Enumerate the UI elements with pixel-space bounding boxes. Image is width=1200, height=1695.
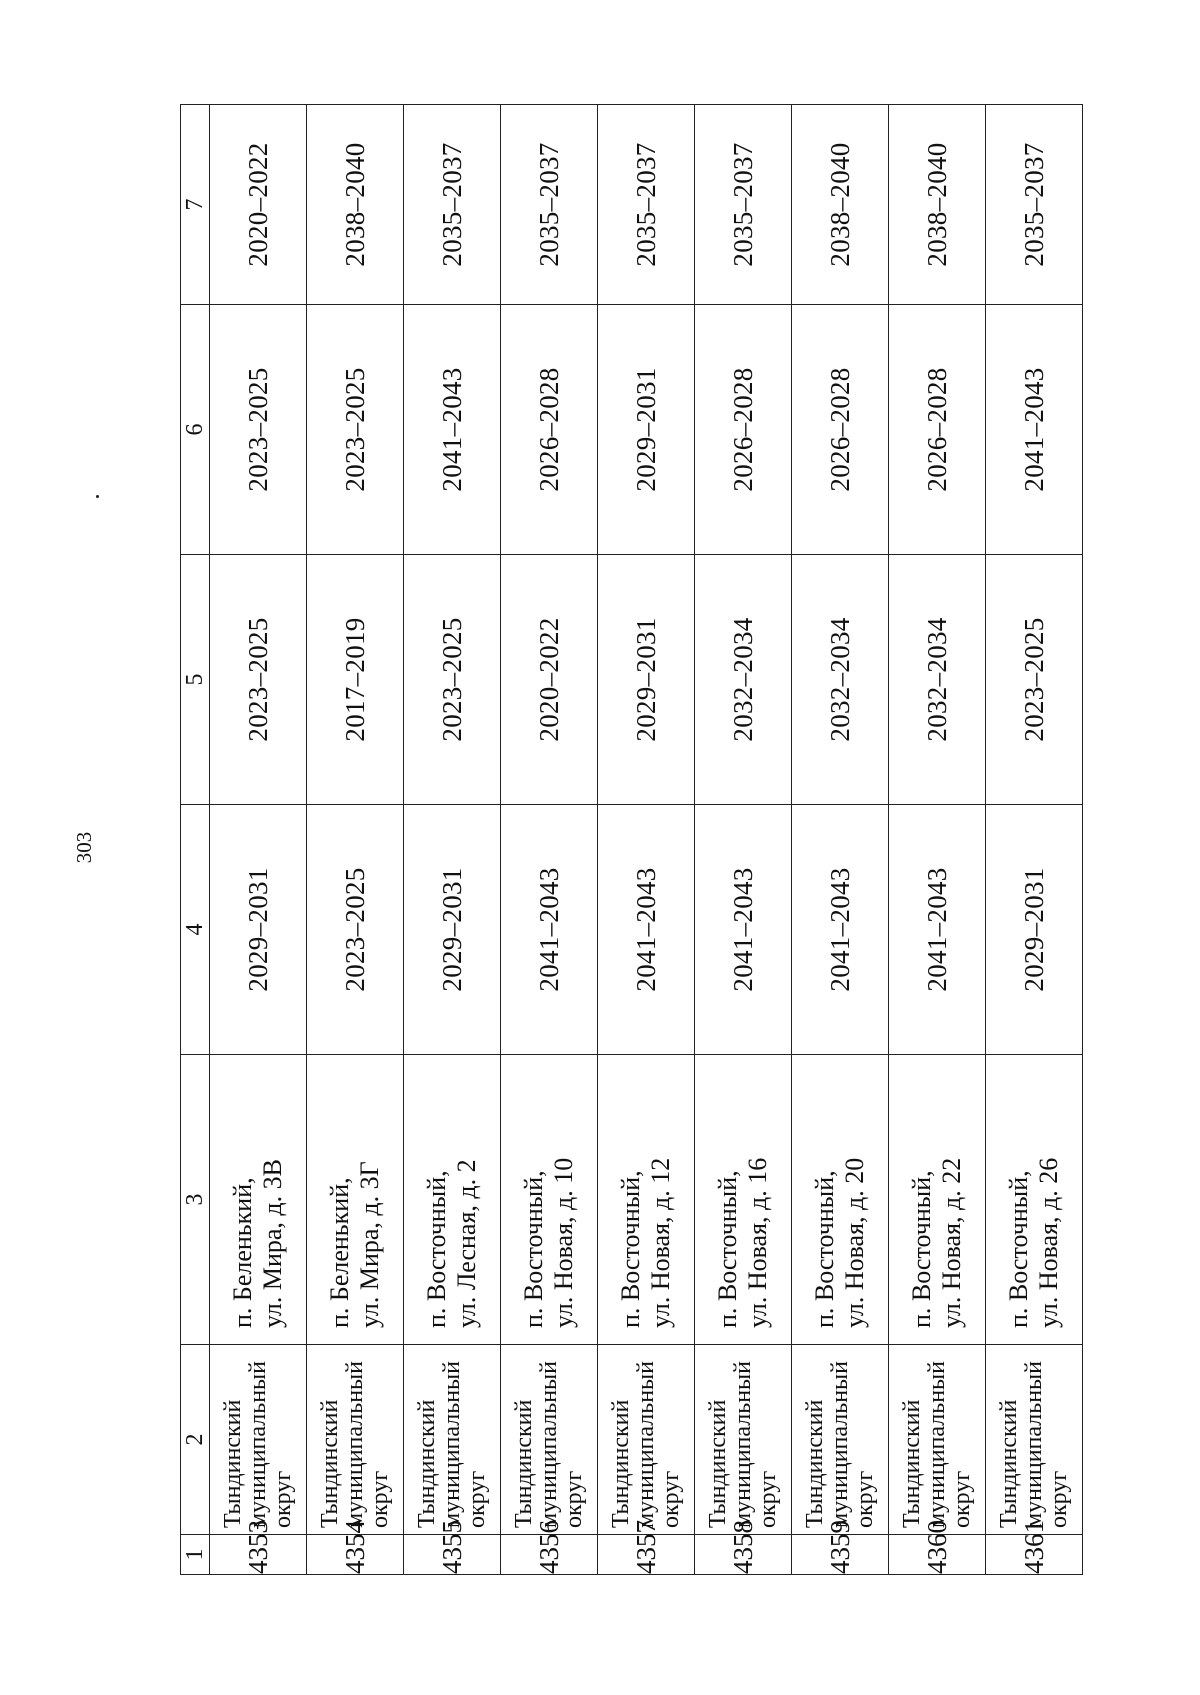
period-cell: 2023–2025 [404,555,501,805]
period-cell: 2032–2034 [889,555,986,805]
row-number-cell: 4361 [986,1535,1083,1575]
district-cell [986,1345,1083,1535]
district-line: Тындинский [316,1399,343,1528]
district-line: муниципальный [826,1360,853,1528]
row-number-cell: 4354 [307,1535,404,1575]
address-line: п. Восточный, [422,1170,451,1328]
period-cell: 2041–2043 [695,805,792,1055]
period-cell: 2038–2040 [889,105,986,305]
period-cell: 2020–2022 [501,555,598,805]
address-cell [695,1055,792,1345]
address-cell [889,1055,986,1345]
district-line: Тындинский [607,1399,634,1528]
table-row [598,105,695,1575]
district-line: муниципальный [729,1360,756,1528]
district-line: муниципальный [923,1360,950,1528]
table-row [210,105,307,1575]
district-line: округ [657,1470,684,1528]
period-cell: 2026–2028 [695,305,792,555]
district-line: округ [463,1470,490,1528]
column-header: 5 [181,555,210,805]
column-header: 2 [181,1345,210,1535]
table-row [792,105,889,1575]
period-cell: 2035–2037 [501,105,598,305]
address-line: ул. Мира, д. 3В [258,1159,287,1328]
period-cell: 2038–2040 [792,105,889,305]
district-cell [598,1345,695,1535]
district-line: Тындинский [704,1399,731,1528]
period-cell: 2029–2031 [404,805,501,1055]
address-line: ул. Новая, д. 12 [646,1157,675,1328]
address-line: ул. Лесная, д. 2 [452,1159,481,1328]
period-cell: 2041–2043 [986,305,1083,555]
period-cell: 2035–2037 [695,105,792,305]
header-row [181,105,210,1575]
period-cell: 2035–2037 [986,105,1083,305]
district-line: округ [851,1470,878,1528]
address-cell [792,1055,889,1345]
row-number-cell: 4356 [501,1535,598,1575]
table-row [501,105,598,1575]
table-row [307,105,404,1575]
period-cell: 2041–2043 [404,305,501,555]
district-line: округ [560,1470,587,1528]
period-cell: 2023–2025 [986,555,1083,805]
column-header: 7 [181,105,210,305]
period-cell: 2026–2028 [501,305,598,555]
district-cell [307,1345,404,1535]
district-line: округ [754,1470,781,1528]
district-line: муниципальный [535,1360,562,1528]
address-cell [986,1055,1083,1345]
district-line: Тындинский [510,1399,537,1528]
address-line: ул. Новая, д. 16 [743,1157,772,1328]
district-line: округ [269,1470,296,1528]
table-row [986,105,1083,1575]
period-cell: 2029–2031 [598,305,695,555]
period-cell: 2026–2028 [889,305,986,555]
period-cell: 2023–2025 [307,305,404,555]
period-cell: 2032–2034 [695,555,792,805]
period-cell: 2023–2025 [210,305,307,555]
address-cell [598,1055,695,1345]
address-cell [210,1055,307,1345]
page-number: 303 [72,831,96,864]
district-line: Тындинский [995,1399,1022,1528]
address-line: п. Беленький, [228,1177,257,1328]
data-table [180,104,1083,1575]
district-cell [501,1345,598,1535]
period-cell: 2041–2043 [501,805,598,1055]
address-line: п. Восточный, [519,1170,548,1328]
period-cell: 2035–2037 [598,105,695,305]
period-cell: 2023–2025 [307,805,404,1055]
period-cell: 2032–2034 [792,555,889,805]
period-cell: 2029–2031 [210,805,307,1055]
district-line: Тындинский [801,1399,828,1528]
district-cell [792,1345,889,1535]
row-number-cell: 4359 [792,1535,889,1575]
address-line: п. Восточный, [1004,1170,1033,1328]
period-cell: 2029–2031 [598,555,695,805]
row-number-cell: 4357 [598,1535,695,1575]
scan-speck [96,495,99,498]
address-line: п. Восточный, [616,1170,645,1328]
address-line: ул. Новая, д. 26 [1034,1157,1063,1328]
period-cell: 2035–2037 [404,105,501,305]
table-row [889,105,986,1575]
column-header: 4 [181,805,210,1055]
district-line: муниципальный [341,1360,368,1528]
period-cell: 2020–2022 [210,105,307,305]
period-cell: 2026–2028 [792,305,889,555]
district-line: Тындинский [219,1399,246,1528]
table-row [695,105,792,1575]
period-cell: 2023–2025 [210,555,307,805]
period-cell: 2041–2043 [598,805,695,1055]
district-line: округ [366,1470,393,1528]
address-cell [307,1055,404,1345]
row-number-cell: 4353 [210,1535,307,1575]
district-line: муниципальный [438,1360,465,1528]
district-line: муниципальный [1020,1360,1047,1528]
district-line: Тындинский [413,1399,440,1528]
district-cell [210,1345,307,1535]
row-number-cell: 4358 [695,1535,792,1575]
district-cell [404,1345,501,1535]
district-line: муниципальный [244,1360,271,1528]
period-cell: 2038–2040 [307,105,404,305]
address-line: ул. Новая, д. 22 [937,1157,966,1328]
address-line: п. Восточный, [907,1170,936,1328]
address-line: ул. Мира, д. 3Г [355,1161,384,1328]
district-line: округ [948,1470,975,1528]
period-cell: 2017–2019 [307,555,404,805]
address-cell [404,1055,501,1345]
period-cell: 2041–2043 [792,805,889,1055]
column-header: 3 [181,1055,210,1345]
address-line: п. Восточный, [713,1170,742,1328]
row-number-cell: 4355 [404,1535,501,1575]
period-cell: 2041–2043 [889,805,986,1055]
district-cell [889,1345,986,1535]
address-cell [501,1055,598,1345]
period-cell: 2029–2031 [986,805,1083,1055]
address-line: п. Восточный, [810,1170,839,1328]
district-line: Тындинский [898,1399,925,1528]
district-cell [695,1345,792,1535]
district-line: муниципальный [632,1360,659,1528]
address-line: ул. Новая, д. 20 [840,1157,869,1328]
row-number-cell: 4360 [889,1535,986,1575]
address-line: п. Беленький, [325,1177,354,1328]
column-header: 6 [181,305,210,555]
column-header: 1 [181,1535,210,1575]
table-row [404,105,501,1575]
address-line: ул. Новая, д. 10 [549,1157,578,1328]
district-line: округ [1045,1470,1072,1528]
